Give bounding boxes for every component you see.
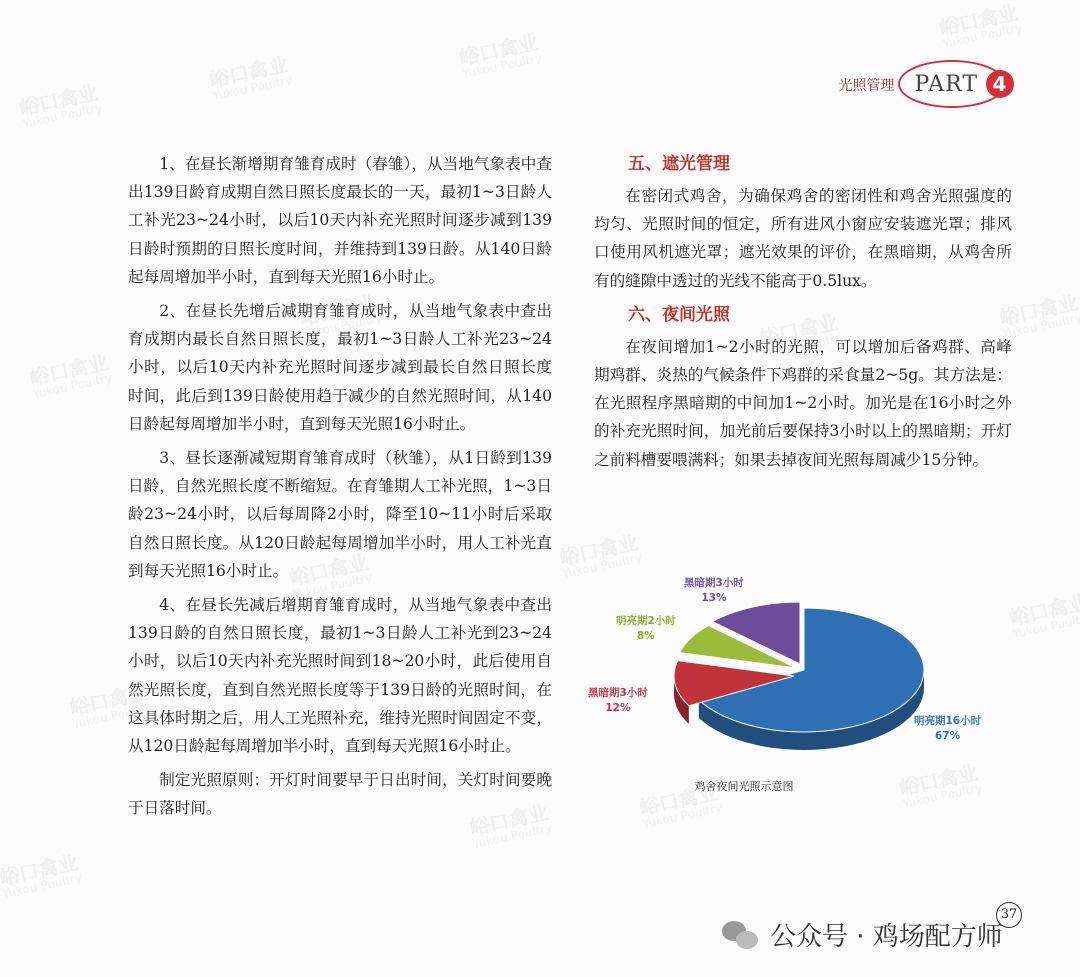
paragraph: 在密闭式鸡舍，为确保鸡舍的密闭性和鸡舍光照强度的均匀、光照时间的恒定，所有进风小窗应安装遮光罩；排风口使用风机遮光罩；遮光效果的评价，在黑暗期，从鸡舍所有的缝隙中透过的光线不能高于0.5lux。 (594, 187, 1012, 290)
paragraph: 4、在昼长先减后增期育雏育成时，从当地气象表中查出139日龄的自然日照长度，最初1~3日龄人工补光到23~24小时，以后10天内补充光照时间到18~20小时，此后使用自然光照长度，直到自然光照长度等于139日龄的光照时间，在这具体时期之后，用人工光照补充，维持光照时间固定不变，从120日龄起每周增加半小时，直到每天光照16小时止。 (128, 596, 552, 756)
page-header (838, 66, 1012, 103)
page-number: 37 (996, 902, 1022, 928)
right-column (594, 150, 1012, 480)
wechat-badge (722, 916, 1003, 953)
part-number: 4 (986, 70, 1014, 98)
part-text: PART (914, 72, 978, 97)
watermark-logo (938, 2, 1024, 50)
slice-label: 黑暗期3小时 13% (684, 577, 744, 604)
slice-label: 明亮期16小时 67% (914, 715, 982, 742)
left-column (128, 150, 552, 829)
paragraph: 制定光照原则：开灯时间要早于日出时间，关灯时间要晚于日落时间。 (128, 771, 552, 818)
paragraph: 2、在昼长先增后减期育雏育成时，从当地气象表中查出育成期内最长自然日照长度，最初1~3日龄人工补光23~24小时，以后10天内补充光照时间逐步减到最长自然日照长度时间，此后到139日龄使用趋于减少的自然光照时间，从140日龄起每周增加半小时，直到每天光照16小时止。 (128, 302, 552, 433)
section-heading-shading: 五、遮光管理 (628, 154, 730, 174)
watermark-logo (1008, 592, 1080, 640)
slice-label: 黑暗期3小时 12% (588, 687, 648, 714)
watermark-logo (18, 82, 104, 130)
chart-title: 鸡舍夜间光照示意图 (694, 780, 794, 793)
paragraph: 在夜间增加1~2小时的光照，可以增加后备鸡群、高峰期鸡群、炎热的气候条件下鸡群的采食量2~5g。其方法是：在光照程序黑暗期的中间加1~2小时。加光是在16小时之外的补充光照时间，加光前后要保持3小时以上的黑暗期；开灯之前料槽要喂满料；如果去掉夜间光照每周减少15分钟。 (594, 337, 1012, 469)
watermark-logo (208, 54, 294, 102)
paragraph: 3、昼长逐渐减短期育雏育成时（秋雏），从1日龄到139日龄，自然光照长度不断缩短。在育雏期人工补光照，1~3日龄23~24小时，以后每周降2小时，降至10~11小时后采取自然日照长度。从120日龄起每周增加半小时，用人工补光直到每天光照16小时止。 (128, 449, 552, 580)
watermark-logo (458, 32, 544, 80)
watermark-logo (0, 852, 83, 900)
section-label: 光照管理 (838, 77, 895, 94)
section-heading-night-light: 六、夜间光照 (628, 304, 730, 325)
pie-chart (584, 570, 1014, 800)
wechat-account-text: 公众号 · 鸡场配方师 (770, 922, 1003, 952)
slice-label: 明亮期2小时 8% (616, 615, 676, 642)
paragraph: 1、在昼长渐增期育雏育成时（春雏），从当地气象表中查出139日龄育成期自然日照长度最长的一天，最初1~3日龄人工补光23~24小时，以后10天内补充光照时间逐步减到139日龄时预期的日照长度时间，并维持到139日龄。从140日龄起每周增加半小时，直到每天光照16小时止。 (128, 155, 552, 286)
pie-chart-svg (584, 570, 1014, 800)
wechat-icon (722, 919, 762, 951)
part-badge (902, 66, 1012, 103)
watermark-logo (28, 352, 114, 400)
